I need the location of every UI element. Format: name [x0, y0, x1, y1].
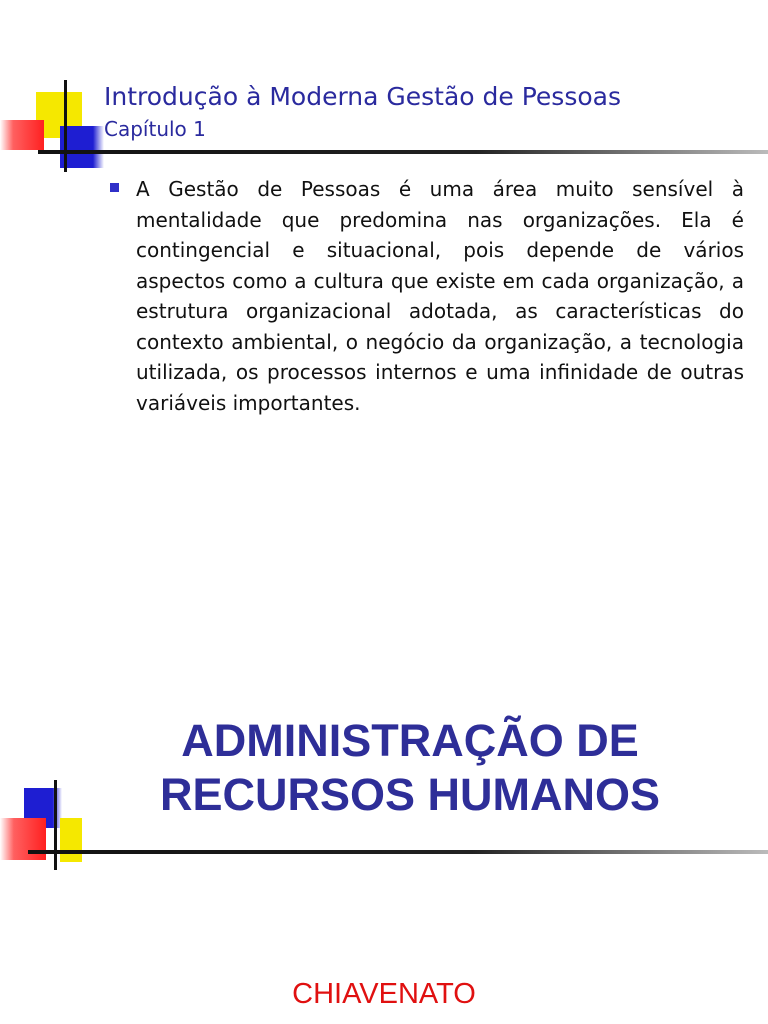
- main-title-line-2: RECURSOS HUMANOS: [159, 769, 661, 820]
- bullet-paragraph: A Gestão de Pessoas é uma área muito sensível à mentalidade que predomina nas organizações. Ela é contingencial e situacional, pois depende de vários aspectos como a cultura que existe em cada organização, a estrutura organizacional adotada, as características do contexto ambiental, o negócio da organização, a tecnologia utilizada, os processos internos e uma infinidade de outras variáveis importantes.: [136, 177, 744, 415]
- bottom-horizontal-line: [28, 850, 768, 854]
- top-red-square: [0, 120, 44, 150]
- main-title-line-1: ADMINISTRAÇÃO DE: [181, 715, 639, 766]
- slide-subtitle: Capítulo 1: [104, 117, 206, 141]
- bottom-yellow-square: [60, 818, 82, 862]
- bullet-marker: [110, 183, 119, 192]
- top-vertical-line: [64, 80, 67, 172]
- top-horizontal-line: [38, 150, 768, 154]
- bottom-vertical-line: [54, 780, 57, 870]
- author-name: CHIAVENATO: [292, 978, 476, 1010]
- slide-title: Introdução à Moderna Gestão de Pessoas: [104, 82, 621, 111]
- main-title: [60, 714, 760, 822]
